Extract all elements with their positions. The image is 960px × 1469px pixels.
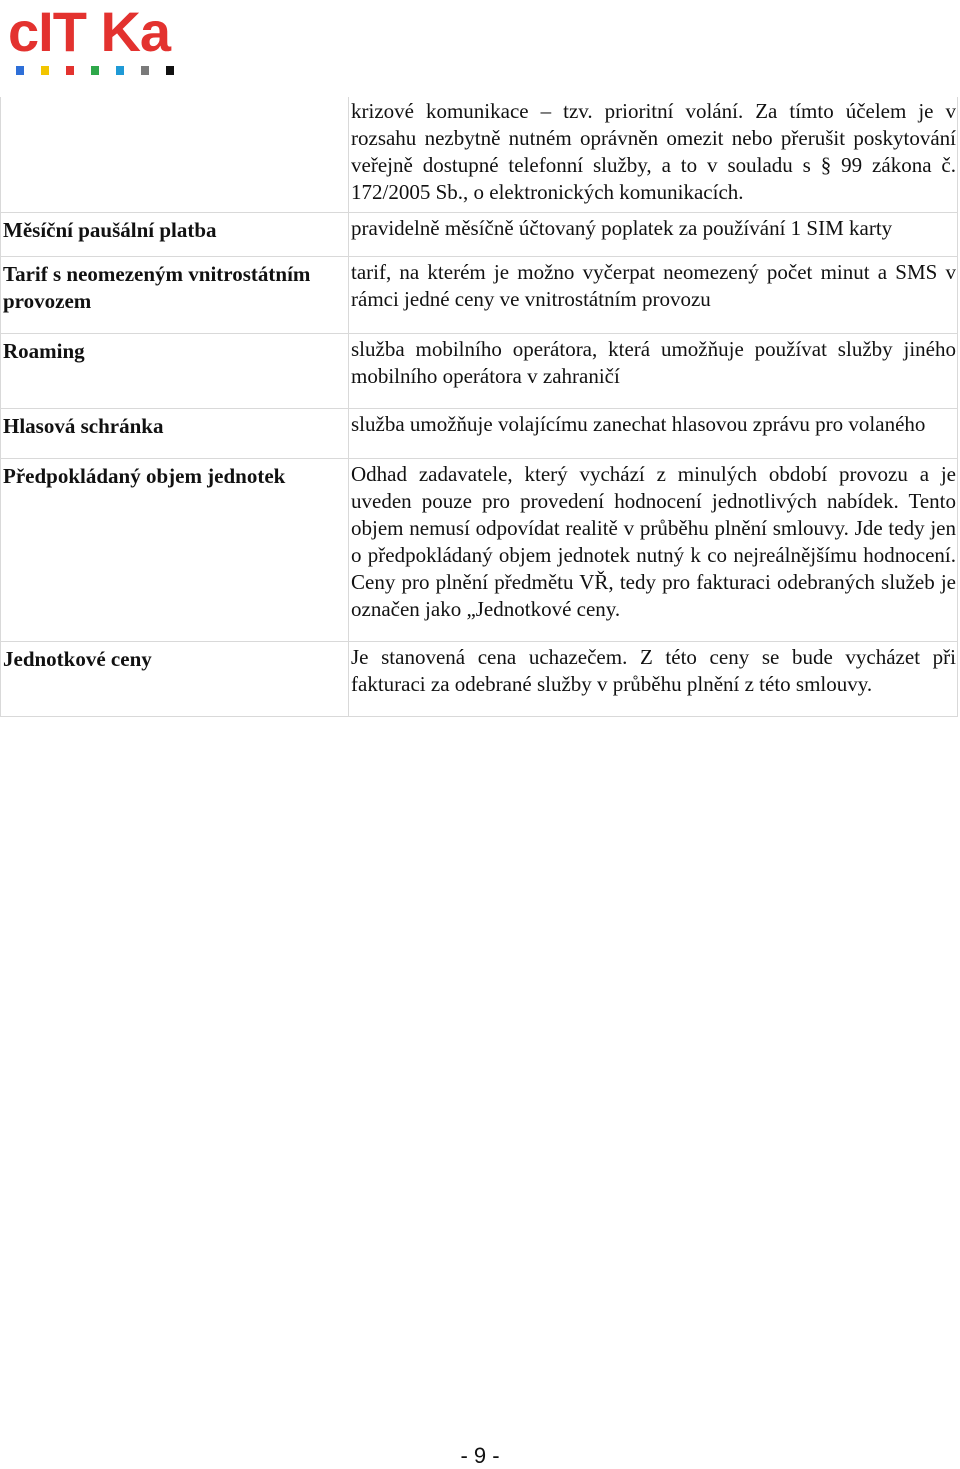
definition-cell: tarif, na kterém je možno vyčerpat neomezený počet minut a SMS v rámci jedné ceny ve vnitrostátním provozu (349, 257, 958, 334)
term-cell (1, 97, 349, 213)
table-row (1, 257, 958, 334)
term-cell: Roaming (1, 334, 349, 409)
definition-cell: Je stanovená cena uchazečem. Z této ceny se bude vycházet při fakturaci za odebrané služby v průběhu plnění z této smlouvy. (349, 642, 958, 717)
term-cell: Měsíční paušální platba (1, 213, 349, 257)
logo-dot-black (166, 66, 174, 75)
term-cell: Hlasová schránka (1, 409, 349, 459)
term-cell: Tarif s neomezeným vnitrostátním provozem (1, 257, 349, 334)
page-number: - 9 - (460, 1443, 500, 1468)
logo-wordmark: cIT Ka (8, 0, 171, 63)
definition-cell: služba mobilního operátora, která umožňuje používat služby jiného mobilního operátora v zahraničí (349, 334, 958, 409)
table-row (1, 642, 958, 717)
table-row (1, 409, 958, 459)
definition-cell: pravidelně měsíčně účtovaný poplatek za používání 1 SIM karty (349, 213, 958, 257)
term-cell: Jednotkové ceny (1, 642, 349, 717)
logo-dot-cyan (116, 66, 124, 75)
table-row (1, 459, 958, 642)
logo-dot-blue (16, 66, 24, 75)
company-logo (8, 0, 188, 80)
definitions-table (0, 97, 958, 717)
table-row (1, 213, 958, 257)
logo-dot-gray (141, 66, 149, 75)
table-row (1, 334, 958, 409)
term-cell: Předpokládaný objem jednotek (1, 459, 349, 642)
definition-cell: krizové komunikace – tzv. prioritní volání. Za tímto účelem je v rozsahu nezbytně nutném oprávněn omezit nebo přerušit poskytování veřejně dostupné telefonní služby, a to v souladu s § 99 zákona č. 172/2005 Sb., o elektronických komunikacích. (349, 97, 958, 213)
logo-dot-yellow (41, 66, 49, 75)
logo-color-dots (8, 66, 188, 75)
logo-dot-green (91, 66, 99, 75)
definition-cell: Odhad zadavatele, který vychází z minulých období provozu a je uveden pouze pro provedení hodnocení jednotlivých nabídek. Tento objem nemusí odpovídat realitě v průběhu plnění smlouvy. Jde tedy jen o předpokládaný objem jednotek nutný k co nejreálnějšímu hodnocení. Ceny pro plnění předmětu VŘ, tedy pro fakturaci odebraných služeb je označen jako „Jednotkové ceny. (349, 459, 958, 642)
logo-dot-red (66, 66, 74, 75)
definition-cell: služba umožňuje volajícímu zanechat hlasovou zprávu pro volaného (349, 409, 958, 459)
table-row (1, 97, 958, 213)
